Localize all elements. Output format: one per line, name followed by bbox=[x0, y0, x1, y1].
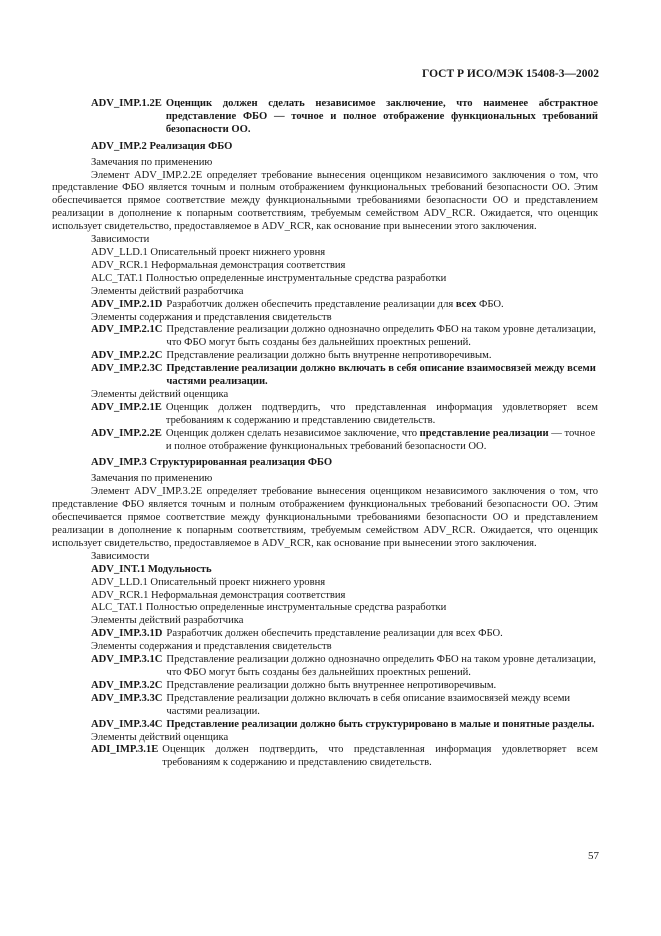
section-text: Реализация ФБО bbox=[149, 140, 233, 152]
req-code: ADV_IMP.3.1C bbox=[91, 654, 163, 666]
dependency-item: ALC_TAT.1 Полностью определенные инструментальные средства разработки bbox=[91, 602, 447, 614]
req-text: Разработчик должен обеспечить представление реализации для bbox=[166, 298, 454, 310]
notes-label: Замечания по применению bbox=[91, 156, 213, 168]
req-code: ADV_IMP.3.4C bbox=[91, 718, 163, 730]
req-text: Представление реализации должно быть внутренне непротиворечивым. bbox=[166, 350, 492, 362]
req-adv-imp-3-2c bbox=[91, 680, 598, 693]
dependency-item: ALC_TAT.1 Полностью определенные инструментальные средства разработки bbox=[91, 272, 447, 284]
req-adv-imp-2-1c bbox=[91, 324, 598, 350]
req-code: ADV_IMP.3.2C bbox=[91, 679, 163, 691]
req-text: — точное и полное отображение функциональных требований безопасности ОО. bbox=[165, 427, 596, 452]
req-adv-imp-2-2e bbox=[91, 428, 598, 454]
eval-actions-label: Элементы действий оценщика bbox=[91, 388, 229, 400]
dev-actions-label: Элементы действий разработчика bbox=[91, 285, 244, 297]
req-text: ФБО. bbox=[479, 298, 504, 310]
req-text-bold: представление реализации bbox=[419, 427, 549, 439]
req-adv-imp-2-2c bbox=[91, 350, 598, 363]
req-code: ADV_IMP.2.3C bbox=[91, 363, 163, 375]
dependency-item: ADV_RCR.1 Неформальная демонстрация соответствия bbox=[91, 589, 346, 601]
req-adv-imp-3-1d bbox=[91, 628, 598, 641]
content-elements-label: Элементы содержания и представления свидетельств bbox=[91, 641, 332, 653]
section-code: ADV_IMP.2 bbox=[91, 140, 147, 152]
req-adv-imp-1-2e bbox=[91, 98, 598, 137]
notes-paragraph: Элемент ADV_IMP.3.2E определяет требование вынесения оценщиком независимого заключения о том, что представление ФБО является точным и полным отображением функциональных требований безопасности ОО. Этим обеспечивается прямое соответствие между функциональными требованиями безопасности ОО и представлением реализации в дополнение к попарным соответствиям, требуемым семейством ADV_RCR. Ожидается, что оценщик использует свидетельство, предоставляемое в ADV_RCR, как основание при вынесении этого заключения. bbox=[52, 486, 598, 549]
section-code: ADV_IMP.3 bbox=[91, 457, 147, 469]
req-code: ADV_IMP.2.2C bbox=[91, 350, 163, 362]
eval-actions-label: Элементы действий оценщика bbox=[91, 731, 229, 743]
req-text: Оценщик должен подтвердить, что представленная информация удовлетворяет всем требованиям к содержанию и представлению свидетельств. bbox=[162, 744, 598, 769]
req-text: Представление реализации должно однозначно определить ФБО на таком уровне детализации, что ФБО могут быть созданы без дальнейших проектных решений. bbox=[166, 324, 596, 349]
req-code: ADV_IMP.2.1D bbox=[91, 298, 163, 310]
notes-label: Замечания по применению bbox=[91, 473, 213, 485]
section-title-imp3 bbox=[91, 457, 598, 470]
req-text: Оценщик должен подтвердить, что представленная информация удовлетворяет всем требованиям к содержанию и представлению свидетельств. bbox=[165, 401, 598, 426]
req-adi-imp-3-1e bbox=[91, 744, 598, 770]
section-text: Структурированная реализация ФБО bbox=[149, 457, 333, 469]
page-content bbox=[52, 98, 598, 770]
req-code: ADV_IMP.3.1D bbox=[91, 628, 163, 640]
dev-actions-label: Элементы действий разработчика bbox=[91, 615, 244, 627]
req-code: ADV_IMP.2.2E bbox=[91, 427, 162, 439]
req-adv-imp-2-3c bbox=[91, 363, 598, 389]
req-text: Оценщик должен сделать независимое заключение, что наименее абстрактное представление ФБО — точное и полное отображение функциональных требований безопасности ОО. bbox=[165, 98, 598, 135]
req-adv-imp-3-3c bbox=[91, 693, 598, 719]
req-text: Разработчик должен обеспечить представление реализации для всех ФБО. bbox=[166, 628, 503, 640]
req-text: Представление реализации должно быть структурировано в малые и понятные разделы. bbox=[166, 718, 595, 730]
dependency-item: ADV_LLD.1 Описательный проект нижнего уровня bbox=[91, 576, 326, 588]
deps-label: Зависимости bbox=[91, 550, 150, 562]
req-code: ADV_IMP.2.1C bbox=[91, 324, 163, 336]
req-code: ADV_IMP.1.2E bbox=[91, 98, 162, 109]
req-adv-imp-3-1c bbox=[91, 654, 598, 680]
notes-paragraph: Элемент ADV_IMP.2.2E определяет требование вынесения оценщиком независимого заключения о том, что представление ФБО является точным и полным отображением функциональных требований безопасности ОО. Этим обеспечивается прямое соответствие между функциональными требованиями безопасности ОО и представлением реализации в дополнение к попарным соответствиям, требуемым семейством ADV_RCR. Ожидается, что оценщик использует свидетельство, предоставляемое в ADV_RCR, как основание при вынесении этого заключения. bbox=[52, 169, 598, 233]
req-code: ADV_IMP.2.1E bbox=[91, 401, 162, 413]
req-code: ADV_IMP.3.3C bbox=[91, 692, 163, 704]
req-adv-imp-3-4c bbox=[91, 719, 598, 732]
req-adv-imp-2-1e bbox=[91, 402, 598, 428]
req-text: Представление реализации должно включать в себя описание взаимосвязей между всеми частями реализации. bbox=[166, 692, 571, 717]
req-code: ADI_IMP.3.1E bbox=[91, 744, 159, 756]
req-text: Представление реализации должно включать в себя описание взаимосвязей между всеми частями реализации. bbox=[166, 363, 596, 388]
req-text-bold: всех bbox=[455, 298, 477, 310]
dependency-item-bold: ADV_INT.1 Модульность bbox=[91, 563, 212, 575]
content-elements-label: Элементы содержания и представления свидетельств bbox=[91, 311, 332, 323]
deps-label: Зависимости bbox=[91, 234, 150, 246]
req-adv-imp-2-1d bbox=[91, 299, 598, 312]
req-text: Представление реализации должно однозначно определить ФБО на таком уровне детализации, что ФБО могут быть созданы без дальнейших проектных решений. bbox=[166, 654, 596, 678]
section-title-imp2 bbox=[91, 141, 598, 154]
page-number: 57 bbox=[588, 850, 599, 862]
req-text: Оценщик должен сделать независимое заключение, что bbox=[165, 427, 418, 439]
standard-header: ГОСТ Р ИСО/МЭК 15408-3—2002 bbox=[422, 68, 599, 80]
dependency-item: ADV_LLD.1 Описательный проект нижнего уровня bbox=[91, 246, 326, 258]
dependency-item: ADV_RCR.1 Неформальная демонстрация соответствия bbox=[91, 259, 346, 271]
req-text: Представление реализации должно быть внутреннее непротиворечивым. bbox=[166, 679, 497, 691]
